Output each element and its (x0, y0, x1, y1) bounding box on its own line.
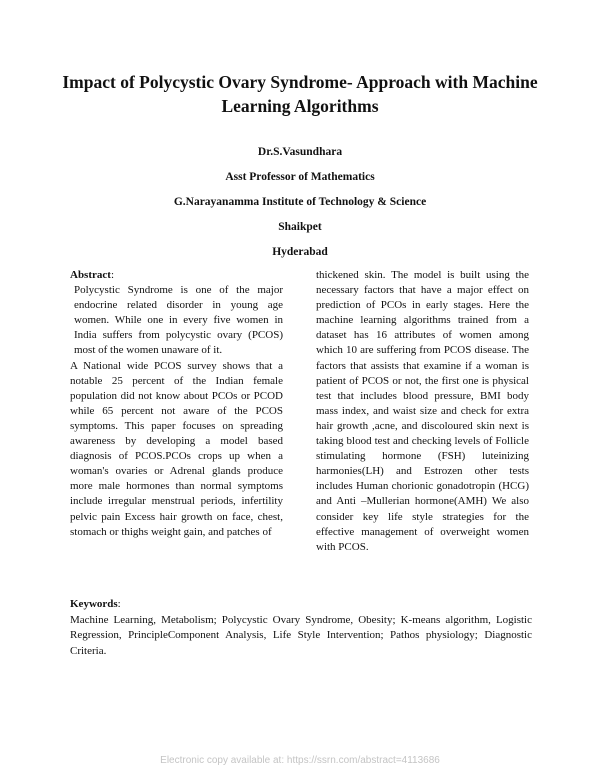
abstract-paragraph-2: A National wide PCOS survey shows that a notable 25 percent of the Indian female population did not know about PCOs or PCOD while 65 percent not aware of the PCOS symptoms. This paper focuses on spreading awareness by developing a model based diagnosis of PCOS.PCOs crops up when a woman's ovaries or Adrenal glands produce more male hormones than normal symptoms include irregular menstrual periods, infertility pelvic pain Excess hair growth on face, chest, stomach or thighs weight gain, and patches of (70, 359, 283, 538)
author-city: Hyderabad (272, 246, 328, 258)
author-name: Dr.S.Vasundhara (257, 146, 343, 158)
abstract-heading-colon: : (110, 269, 114, 281)
abstract-paragraph-3: thickened skin. The model is built using the necessary factors that have a major effect on prediction of PCOs in early stages. Here the machine learning algorithms trained from a dataset has 16 attributes of women among which 10 are suffering from PCOS disease. The factors that assists that examine if a woman is patient of PCOS or not, the first one is physical test that includes blood pressure, BMI body mass index, and waist size and check for extra hair growth ,acne, and discoloured skin next is taking blood test and checking levels of Follicle stimulating hormone (FSH) luteinizing harmonies(LH) and Estrozen other tests includes Human chorionic gonadotropin (HCG) and Anti –Mullerian hormone(AMH) We also consider key life style strategies for the effective management of overweight women with PCOS. (316, 269, 529, 553)
keywords-heading-line (70, 597, 532, 613)
abstract-heading: Abstract (70, 269, 111, 281)
paper-title: Impact of Polycystic Ovary Syndrome- Approach with Machine Learning Algorithms (62, 72, 538, 116)
keywords-heading-colon: : (117, 598, 121, 610)
author-locality: Shaikpet (278, 221, 322, 233)
ssrn-footer-watermark: Electronic copy available at: https://ssrn.com/abstract=4113686 (160, 755, 440, 766)
abstract-left-column (70, 268, 283, 540)
keywords-heading: Keywords (70, 598, 118, 610)
author-institution: G.Narayanamma Institute of Technology & Science (173, 196, 427, 208)
author-position: Asst Professor of Mathematics (225, 171, 375, 183)
abstract-paragraph-1: Polycystic Syndrome is one of the major endocrine related disorder in young age women. While one in every five women in India suffers from polycystic ovary (PCOS) most of the women unaware of it. (74, 284, 283, 357)
keywords-section (70, 597, 532, 659)
keywords-text: Machine Learning, Metabolism; Polycystic Ovary Syndrome, Obesity; K-means algorithm, Logistic Regression, PrincipleComponent Analysis, Life Style Intervention; Pathos physiology; Diagnostic Criteria. (70, 613, 532, 657)
abstract-heading-line (70, 268, 283, 283)
abstract-right-column (316, 268, 529, 555)
